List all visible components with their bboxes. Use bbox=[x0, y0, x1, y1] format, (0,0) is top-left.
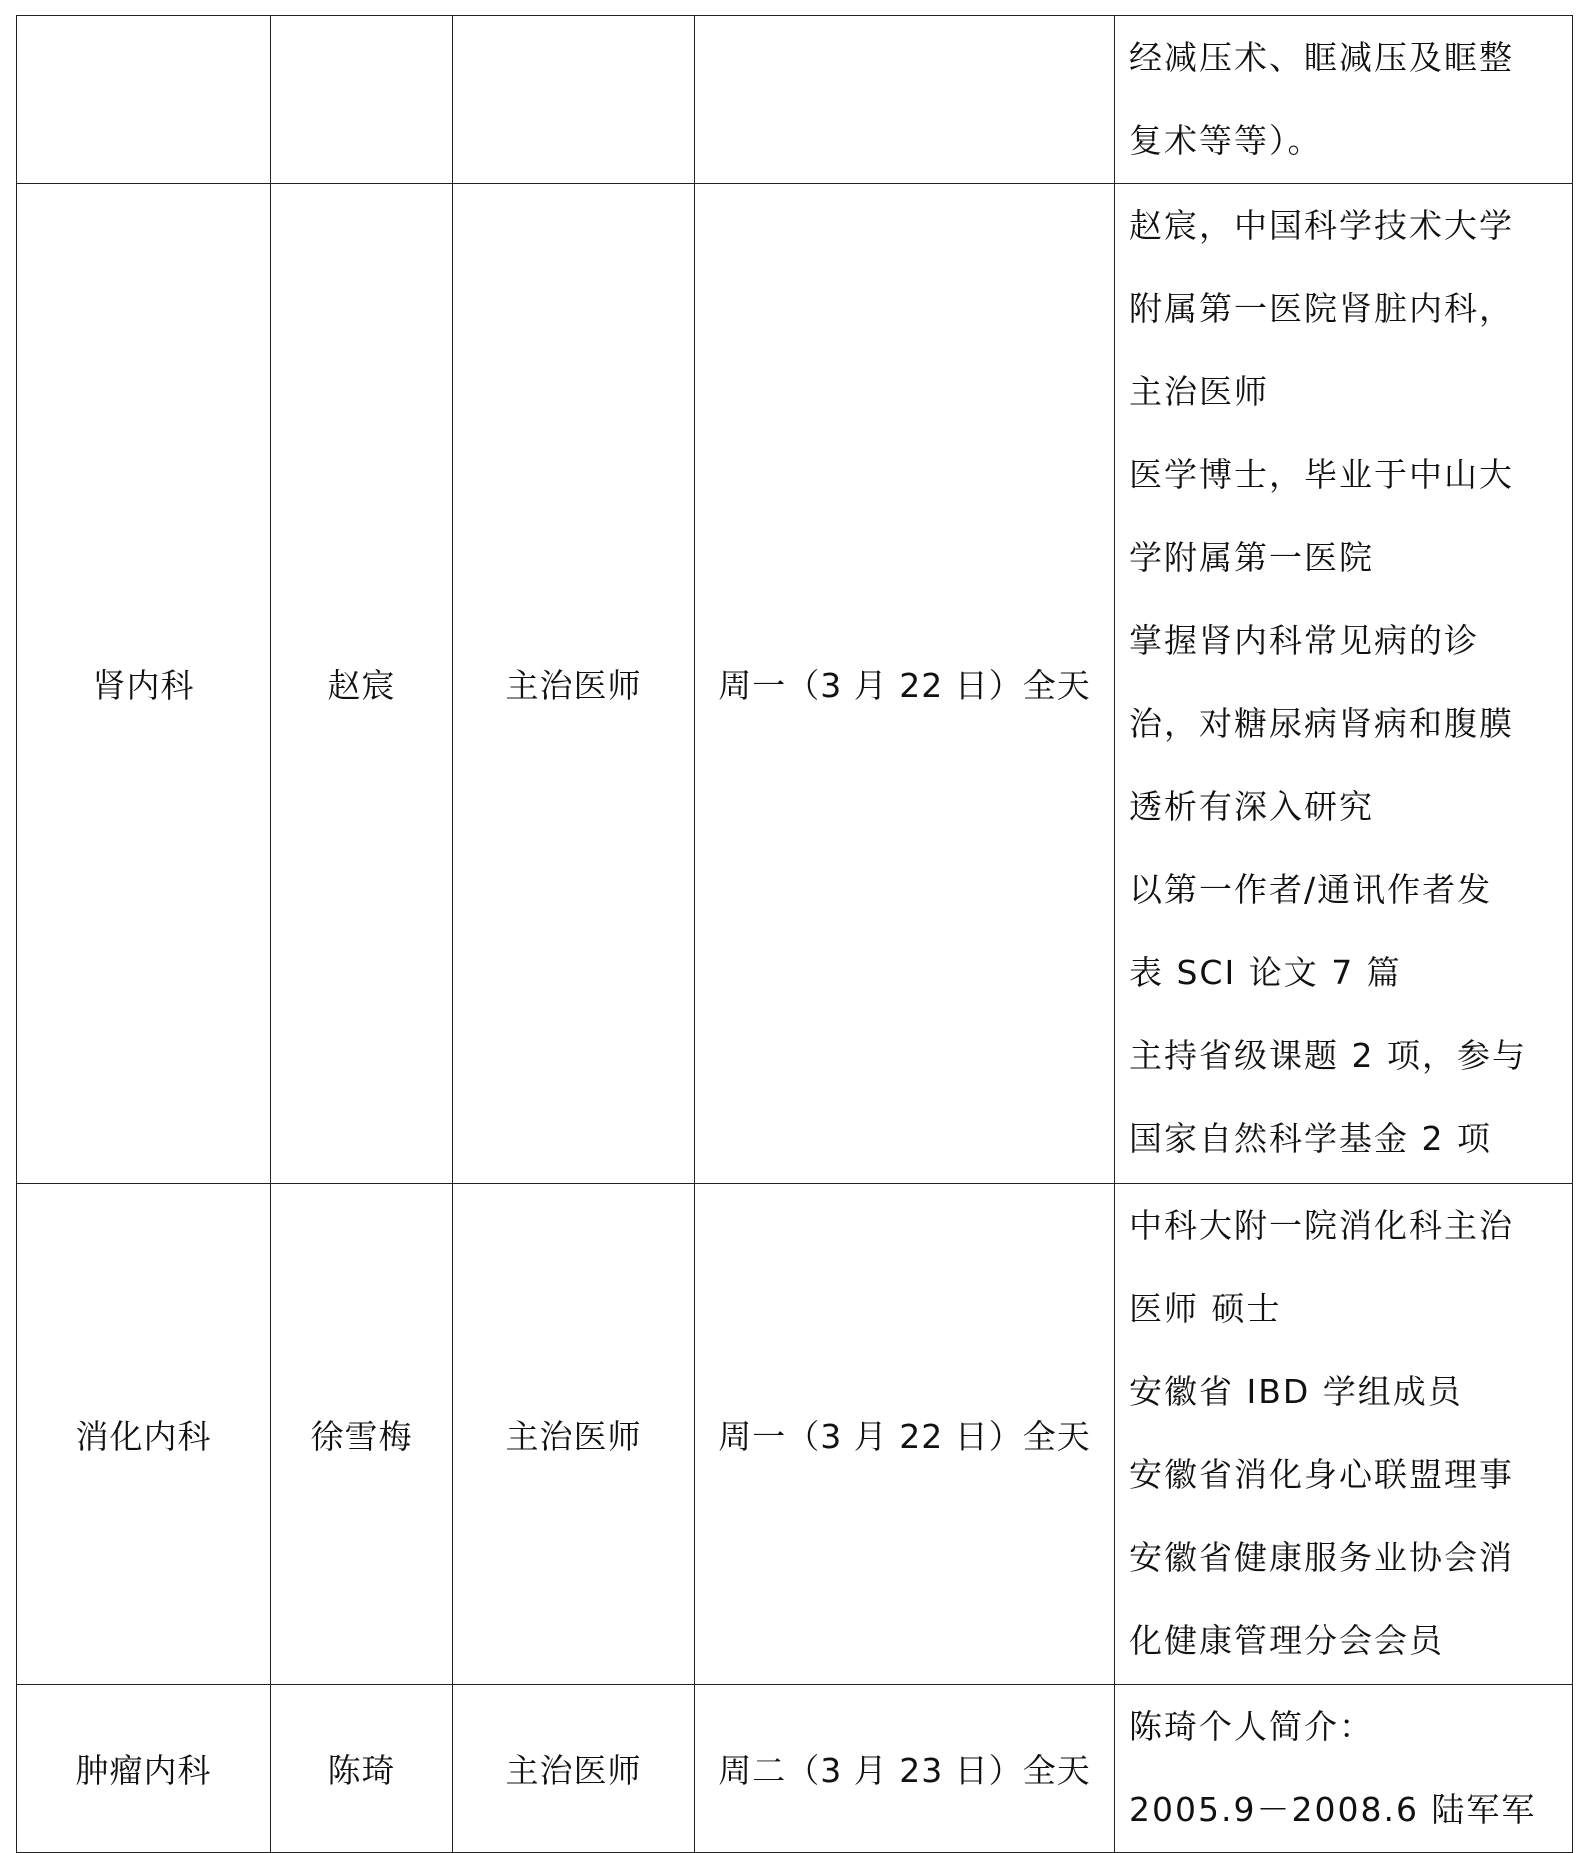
bio-line: 以第一作者/通讯作者发 bbox=[1129, 870, 1493, 909]
bio-line: 学附属第一医院 bbox=[1129, 538, 1374, 577]
bio-line: 医学博士，毕业于中山大 bbox=[1129, 455, 1514, 494]
table-row bbox=[17, 1685, 1573, 1853]
bio-line: 安徽省消化身心联盟理事 bbox=[1129, 1455, 1514, 1494]
title-cell: 主治医师 bbox=[453, 184, 695, 1184]
bio-line: 掌握肾内科常见病的诊 bbox=[1129, 621, 1479, 660]
time-cell: 周一（3 月 22 日）全天 bbox=[695, 184, 1115, 1184]
bio-cell bbox=[1115, 16, 1573, 184]
bio-line: 中科大附一院消化科主治 bbox=[1129, 1206, 1514, 1245]
title-cell: 主治医师 bbox=[453, 1685, 695, 1853]
department-cell: 肾内科 bbox=[17, 184, 271, 1184]
table-row bbox=[17, 184, 1573, 1184]
department-cell bbox=[17, 16, 271, 184]
bio-line: 赵宸，中国科学技术大学 bbox=[1129, 206, 1514, 245]
title-cell bbox=[453, 16, 695, 184]
time-cell: 周一（3 月 22 日）全天 bbox=[695, 1184, 1115, 1685]
bio-line: 主持省级课题 2 项，参与 bbox=[1129, 1036, 1527, 1075]
bio-line: 医师 硕士 bbox=[1129, 1289, 1282, 1328]
department-cell: 消化内科 bbox=[17, 1184, 271, 1685]
doctor-name-cell: 陈琦 bbox=[271, 1685, 453, 1853]
bio-line: 陈琦个人简介： bbox=[1129, 1707, 1374, 1746]
doctor-schedule-table bbox=[16, 15, 1573, 1853]
bio-line: 2005.9－2008.6 陆军军 bbox=[1129, 1790, 1537, 1829]
bio-cell bbox=[1115, 1184, 1573, 1685]
time-cell bbox=[695, 16, 1115, 184]
doctor-name-cell: 徐雪梅 bbox=[271, 1184, 453, 1685]
bio-cell bbox=[1115, 184, 1573, 1184]
bio-line: 复术等等）。 bbox=[1129, 121, 1323, 160]
bio-line: 化健康管理分会会员 bbox=[1129, 1621, 1444, 1660]
bio-line: 安徽省健康服务业协会消 bbox=[1129, 1538, 1514, 1577]
bio-line: 安徽省 IBD 学组成员 bbox=[1129, 1372, 1463, 1411]
doctor-name-cell bbox=[271, 16, 453, 184]
bio-line: 国家自然科学基金 2 项 bbox=[1129, 1119, 1492, 1158]
bio-line: 透析有深入研究 bbox=[1129, 787, 1374, 826]
bio-line: 附属第一医院肾脏内科， bbox=[1129, 289, 1514, 328]
bio-line: 表 SCI 论文 7 篇 bbox=[1129, 953, 1402, 992]
table-row bbox=[17, 1184, 1573, 1685]
bio-line: 治，对糖尿病肾病和腹膜 bbox=[1129, 704, 1514, 743]
department-cell: 肿瘤内科 bbox=[17, 1685, 271, 1853]
table-row bbox=[17, 16, 1573, 184]
bio-line: 主治医师 bbox=[1129, 372, 1269, 411]
doctor-name-cell: 赵宸 bbox=[271, 184, 453, 1184]
title-cell: 主治医师 bbox=[453, 1184, 695, 1685]
time-cell: 周二（3 月 23 日）全天 bbox=[695, 1685, 1115, 1853]
bio-line: 经减压术、眶减压及眶整 bbox=[1129, 38, 1514, 77]
bio-cell bbox=[1115, 1685, 1573, 1853]
